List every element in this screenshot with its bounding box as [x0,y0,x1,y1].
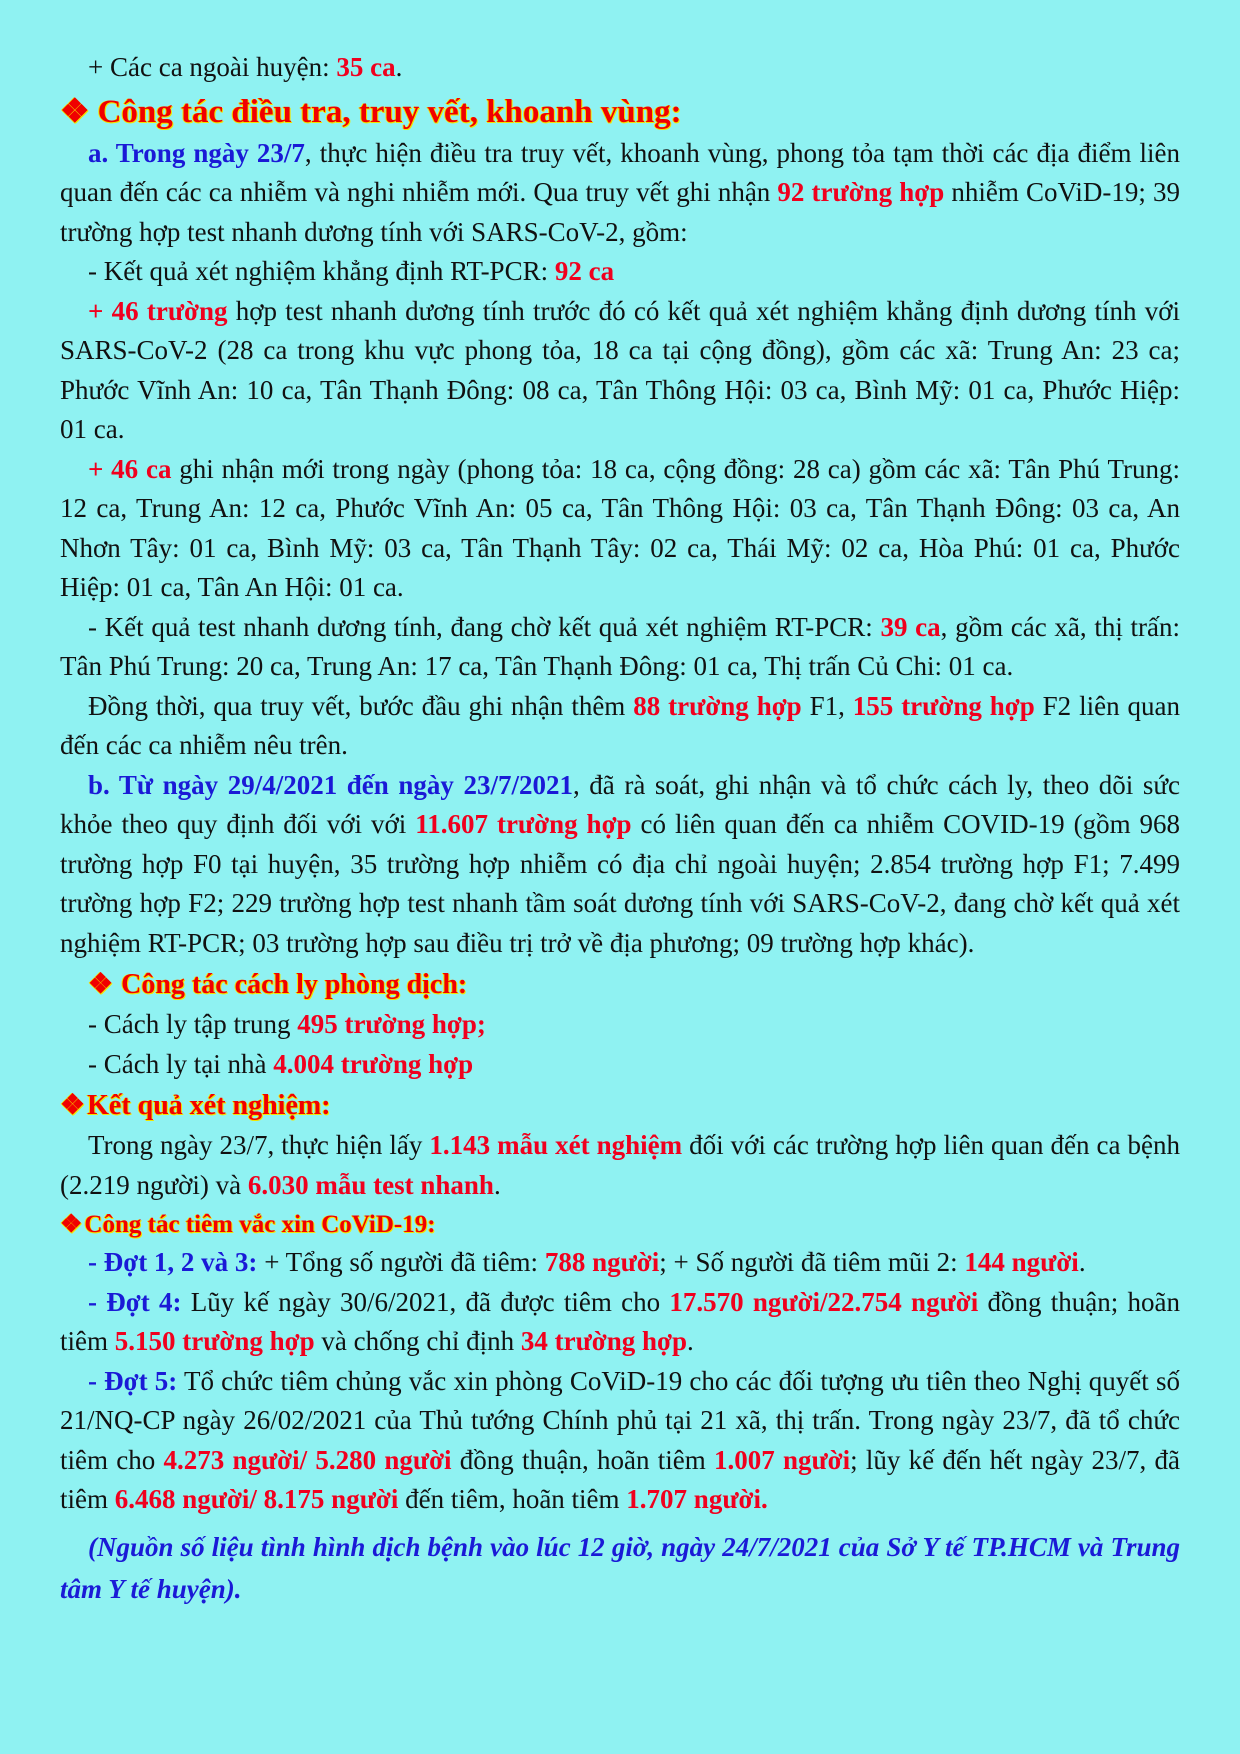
highlight-number: 6.468 người/ 8.175 người [114,1484,399,1514]
paragraph-lead: b. Từ ngày 29/4/2021 đến ngày 23/7/2021 [88,769,573,800]
heading-text: Công tác cách ly phòng dịch: [121,969,468,1000]
highlight-number: 4.004 trường hợp [273,1048,474,1079]
text: . [1078,1247,1086,1277]
paragraph-lead: - Đợt 4: [88,1286,182,1317]
heading-text: Công tác tiêm vắc xin CoViD-19: [84,1211,436,1238]
diamond-star-icon: ❖ [60,93,90,130]
text: đồng thuận; hoãn tiêm [60,1286,1180,1356]
text: F1, [801,690,853,721]
text: - Cách ly tập trung [88,1009,298,1039]
highlight-number: 144 người [964,1247,1079,1277]
text: . [493,1169,501,1200]
line-central-quarantine [60,1005,1180,1045]
paragraph-vax-rounds-1-3 [60,1243,1180,1283]
highlight-number: 1.143 mẫu xét nghiệm [429,1130,683,1160]
text: đối với các trường hợp liên quan đến ca bệnh (2.219 người) và [60,1130,1180,1200]
highlight-number: 495 trường hợp; [297,1009,486,1039]
text: ghi nhận mới trong ngày (phong tỏa: 18 ca, cộng đồng: 28 ca) gồm các xã: Tân Phú Trung: 12 ca, Trung An: 12 ca, Phước Vĩnh An: 05 ca, Tân Thông Hội: 03 ca, Tân Thạnh Đông: 03 ca, An Nhơn Tây: 01 ca, Bình Mỹ: 03 ca, Tân Thạnh Tây: 02 ca, Thái Mỹ: 02 ca, Hòa Phú: 01 ca, Phước Hiệp: 01 ca, Tân An Hội: 01 ca. [60,453,1180,602]
text: đến tiêm, hoãn tiêm [398,1484,627,1514]
highlight-number: 88 trường hợp [633,690,802,721]
highlight-number: 4.273 người/ 5.280 người [163,1444,452,1475]
text: , thực hiện điều tra truy vết, khoanh vùng, phong tỏa tạm thời các địa điểm liên quan đến các ca nhiễm và nghi nhiễm mới. Qua truy vết ghi nhận [60,137,1180,207]
highlight-number: 1.707 người. [626,1484,768,1514]
text: Tổ chức tiêm chủng vắc xin phòng CoViD-19 cho các đối tượng ưu tiên theo Nghị quyết số 21/NQ-CP ngày 26/02/2021 của Thủ tướng Chính phủ tại 21 xã, thị trấn. Trong ngày 23/7, đã tổ chức tiêm cho [60,1365,1180,1475]
section-heading-quarantine [60,965,1180,1005]
source-note: (Nguồn số liệu tình hình dịch bệnh vào lúc 12 giờ, ngày 24/7/2021 của Sở Y tế TP.HCM và Trung tâm Y tế huyện). [60,1531,1180,1604]
paragraph-tests [60,1126,1180,1205]
paragraph-b [60,766,1180,964]
document-body [60,48,1180,1610]
paragraph-a [60,134,1180,253]
text: Trong ngày 23/7, thực hiện lấy [88,1130,430,1160]
section-heading-test-results [60,1086,1180,1126]
text: + Tổng số người đã tiêm: [257,1247,545,1277]
text: ; + Số người đã tiêm mũi 2: [659,1247,965,1277]
diamond-star-icon: ❖ [60,1090,86,1121]
text: F2 liên quan đến các ca nhiễm nêu trên. [60,690,1180,760]
text: . [687,1326,694,1356]
highlight-number: + 46 trường [88,295,228,326]
paragraph-lead: - Đợt 5: [88,1365,178,1396]
highlight-number: 11.607 trường hợp [415,809,632,839]
highlight-number: 1.007 người [713,1444,851,1475]
text: hợp test nhanh dương tính trước đó có kết quả xét nghiệm khẳng định dương tính với SARS-CoV-2 (28 ca trong khu vực phong tỏa, 18 ca tại cộng đồng), gồm các xã: Trung An: 23 ca; Phước Vĩnh An: 10 ca, Tân Thạnh Đông: 08 ca, Tân Thông Hội: 03 ca, Bình Mỹ: 01 ca, Phước Hiệp: 01 ca. [60,295,1180,444]
highlight-number: 34 trường hợp [520,1326,687,1356]
highlight-number: + 46 ca [88,453,172,484]
highlight-number: 17.570 người/22.754 người [669,1286,979,1317]
highlight-number: 788 người [544,1247,660,1277]
highlight-number: 6.030 mẫu test nhanh [247,1169,494,1200]
line-home-quarantine [60,1045,1180,1085]
text: nhiễm CoViD-19; 39 trường hợp test nhanh dương tính với SARS-CoV-2, gồm: [60,177,1180,247]
text: + Các ca ngoài huyện: [88,52,337,82]
heading-text: Kết quả xét nghiệm: [87,1090,331,1121]
line-rtpcr [60,252,1180,292]
paragraph-46-new [60,450,1180,608]
paragraph-rapid-test [60,608,1180,687]
paragraph-lead: - Đợt 1, 2 và 3: [88,1247,258,1277]
section-heading-investigation [60,90,1180,134]
section-heading-vaccination [60,1207,1180,1243]
highlight-number: 35 ca [336,52,396,82]
diamond-star-icon: ❖ [88,969,114,1000]
text: , đã rà soát, ghi nhận và tổ chức cách ly, theo dõi sức khỏe theo quy định đối với với [60,769,1180,839]
text: . [395,52,403,82]
diamond-star-icon: ❖ [60,1211,83,1238]
paragraph-46-confirmed [60,292,1180,450]
highlight-number: 92 ca [554,256,615,286]
highlight-number: 39 ca [880,611,941,642]
text: ; lũy kế đến hết ngày 23/7, đã tiêm [60,1444,1181,1514]
text: Lũy kế ngày 30/6/2021, đã được tiêm cho [181,1286,670,1317]
text: và chống chỉ định [314,1326,521,1356]
text: - Kết quả xét nghiệm khẳng định RT-PCR: [88,256,555,286]
text: - Cách ly tại nhà [88,1048,274,1079]
text: có liên quan đến ca nhiễm COVID-19 (gồm 968 trường hợp F0 tại huyện, 35 trường hợp nhiễm có địa chỉ ngoài huyện; 2.854 trường hợp F1; 7.499 trường hợp F2; 229 trường hợp test nhanh tầm soát dương tính với SARS-CoV-2, đang chờ kết quả xét nghiệm RT-PCR; 03 trường hợp sau điều trị trở về địa phương; 09 trường hợp khác). [60,809,1181,958]
text: đồng thuận, hoãn tiêm [451,1444,714,1475]
paragraph-lead: a. Trong ngày 23/7 [88,137,305,168]
highlight-number: 5.150 trường hợp [114,1326,315,1356]
highlight-number: 92 trường hợp [777,177,945,207]
highlight-number: 155 trường hợp [852,690,1035,721]
paragraph-vax-round-4 [60,1283,1180,1362]
text: - Kết quả test nhanh dương tính, đang chờ kết quả xét nghiệm RT-PCR: [88,611,881,642]
paragraph-vax-round-5 [60,1362,1180,1520]
heading-text: Công tác điều tra, truy vết, khoanh vùng: [97,93,682,130]
text: , gồm các xã, thị trấn: Tân Phú Trung: 20 ca, Trung An: 17 ca, Tân Thạnh Đông: 01 ca, Thị trấn Củ Chi: 01 ca. [60,611,1181,681]
text: Đồng thời, qua truy vết, bước đầu ghi nhận thêm [88,690,634,721]
line-outside-district [60,48,1180,88]
paragraph-tracing [60,687,1180,766]
